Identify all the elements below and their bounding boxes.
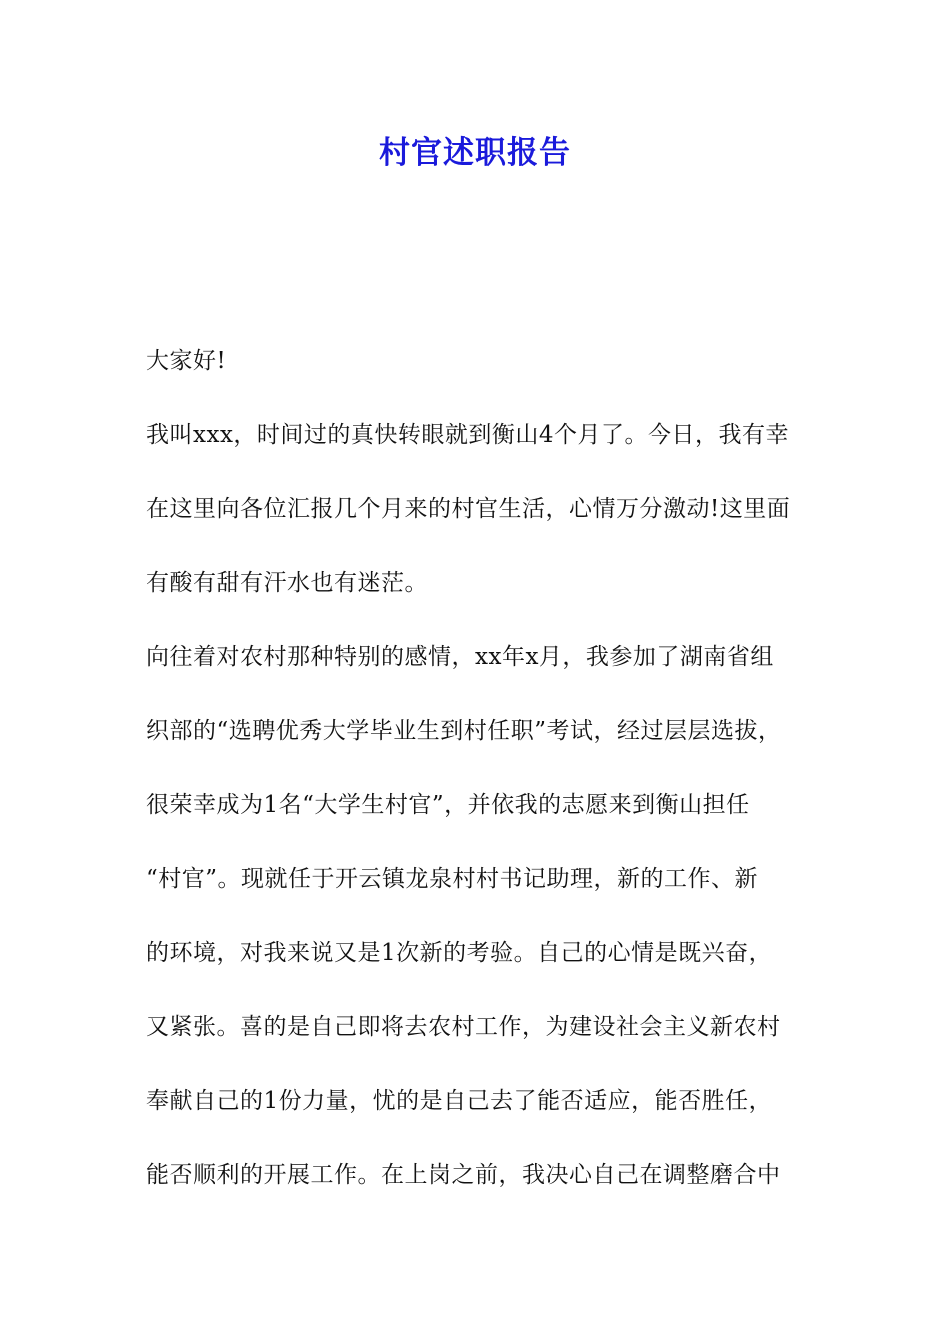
document-title: 村官述职报告 [379, 135, 571, 171]
text-line: 织部的“选聘优秀大学毕业生到村任职”考试，经过层层选拔， [146, 718, 782, 744]
text-line: 有酸有甜有汗水也有迷茫。 [146, 570, 428, 596]
text-line: 向往着对农村那种特别的感情，xx年x月，我参加了湖南省组 [146, 644, 774, 670]
text-line: 能否顺利的开展工作。在上岗之前，我决心自己在调整磨合中 [146, 1162, 781, 1188]
text-line: “村官”。现就任于开云镇龙泉村村书记助理，新的工作、新 [146, 866, 759, 892]
text-line: 很荣幸成为1名“大学生村官”，并依我的志愿来到衡山担任 [146, 792, 750, 818]
document-body [146, 335, 836, 1223]
text-line: 奉献自己的1份力量，忧的是自己去了能否适应，能否胜任， [146, 1088, 773, 1114]
text-line: 我叫xxx，时间过的真快转眼就到衡山4个月了。今日，我有幸 [146, 422, 790, 448]
text-line: 的环境，对我来说又是1次新的考验。自己的心情是既兴奋， [146, 940, 773, 966]
text-line: 又紧张。喜的是自己即将去农村工作，为建设社会主义新农村 [146, 1014, 781, 1040]
text-line: 大家好! [146, 348, 227, 374]
text-line: 在这里向各位汇报几个月来的村官生活，心情万分激动!这里面 [146, 496, 791, 522]
